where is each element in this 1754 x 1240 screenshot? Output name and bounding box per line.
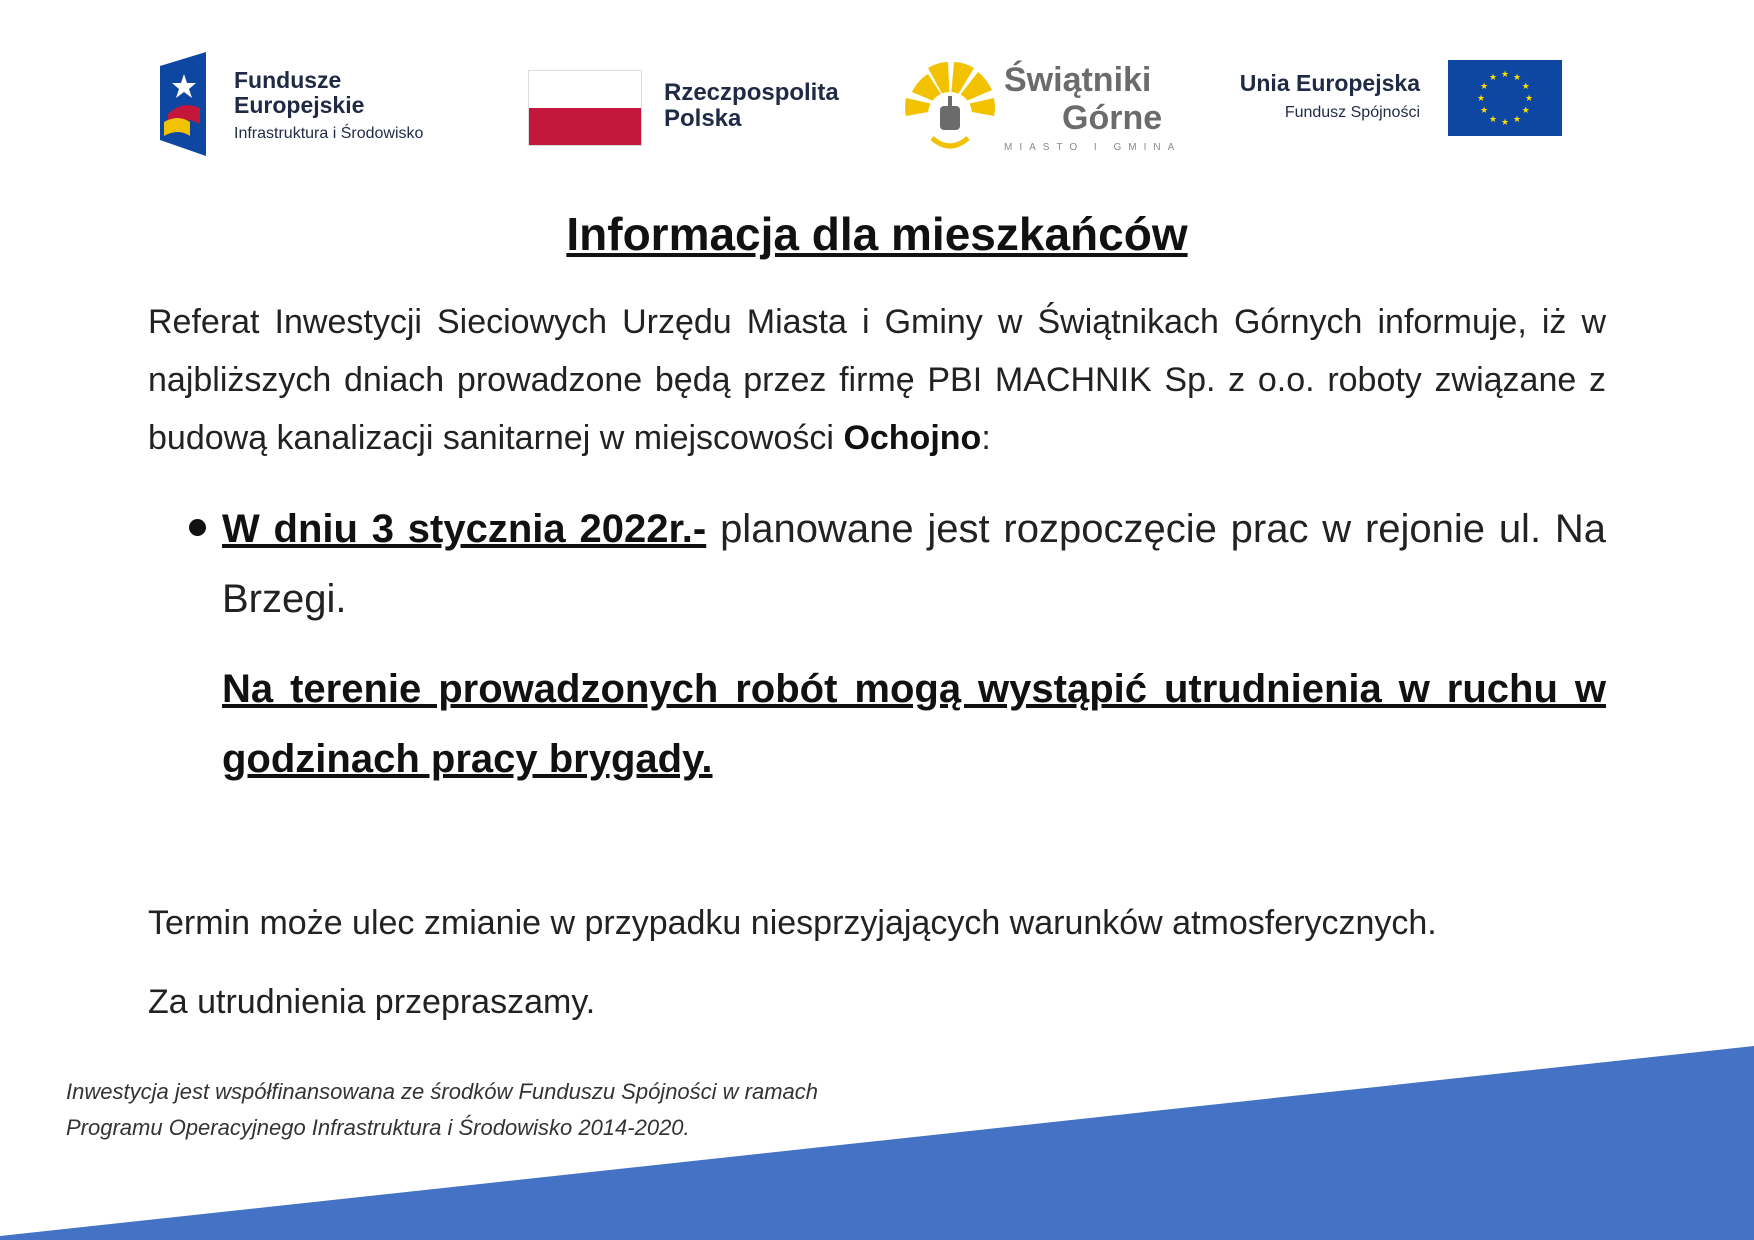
fe-line1: Fundusze bbox=[234, 67, 342, 93]
eu-star-icon: ★ bbox=[1521, 81, 1530, 91]
eu-star-icon: ★ bbox=[1500, 117, 1510, 127]
ue-line2: Fundusz Spójności bbox=[1284, 104, 1420, 121]
eu-star-icon: ★ bbox=[1488, 113, 1498, 124]
eu-star-icon: ★ bbox=[1512, 113, 1522, 124]
weather-note: Termin może ulec zmianie w przypadku niesprzyjających warunków atmosferycznych. bbox=[148, 904, 1437, 942]
intro-text: Referat Inwestycji Sieciowych Urzędu Miasta i Gminy w Świątnikach Górnych informuje, iż w najbliższych dniach prowadzone będą przez firmę PBI MACHNIK Sp. z o.o. roboty związane z budową kanalizacji sanitarnej w miejscowości bbox=[148, 303, 1606, 457]
eu-star-icon: ★ bbox=[1480, 105, 1489, 115]
bullet-date: W dniu 3 stycznia 2022r.- bbox=[222, 507, 707, 551]
bullet-rest: planowane jest rozpoczęcie prac w rejonie ul. Na Brzegi. bbox=[222, 507, 1606, 621]
intro-place: Ochojno bbox=[843, 419, 982, 457]
traffic-warning: Na terenie prowadzonych robót mogą wystąpić utrudnienia w ruchu w godzinach pracy brygady. bbox=[222, 667, 1606, 781]
eu-star-icon: ★ bbox=[1480, 81, 1489, 91]
rp-line1: Rzeczpospolita bbox=[664, 79, 839, 106]
eu-star-icon: ★ bbox=[1524, 93, 1534, 103]
footer-cofinancing-note bbox=[66, 1074, 818, 1146]
rp-line2: Polska bbox=[664, 105, 742, 132]
eu-star-icon: ★ bbox=[1500, 69, 1510, 79]
fe-line3: Infrastruktura i Środowisko bbox=[234, 125, 424, 142]
footer-line1: Inwestycja jest współfinansowana ze środków Funduszu Spójności w ramach bbox=[66, 1079, 819, 1104]
fe-line2: Europejskie bbox=[234, 92, 365, 118]
sg-tagline: MIASTO I GMINA bbox=[1004, 142, 1182, 153]
apology-note: Za utrudnienia przepraszamy. bbox=[148, 983, 596, 1021]
ue-line1: Unia Europejska bbox=[1239, 70, 1420, 96]
eu-star-icon: ★ bbox=[1488, 72, 1498, 83]
intro-suffix: : bbox=[981, 419, 991, 457]
eu-star-icon: ★ bbox=[1512, 72, 1522, 83]
eu-star-icon: ★ bbox=[1521, 105, 1530, 115]
sg-line2: Górne bbox=[1062, 99, 1163, 137]
eu-star-icon: ★ bbox=[1476, 93, 1486, 103]
footer-line2: Programu Operacyjnego Infrastruktura i Środowisko 2014-2020. bbox=[66, 1115, 690, 1140]
sg-line1: Świątniki bbox=[1004, 61, 1152, 99]
page-title: Informacja dla mieszkańców bbox=[566, 208, 1188, 260]
